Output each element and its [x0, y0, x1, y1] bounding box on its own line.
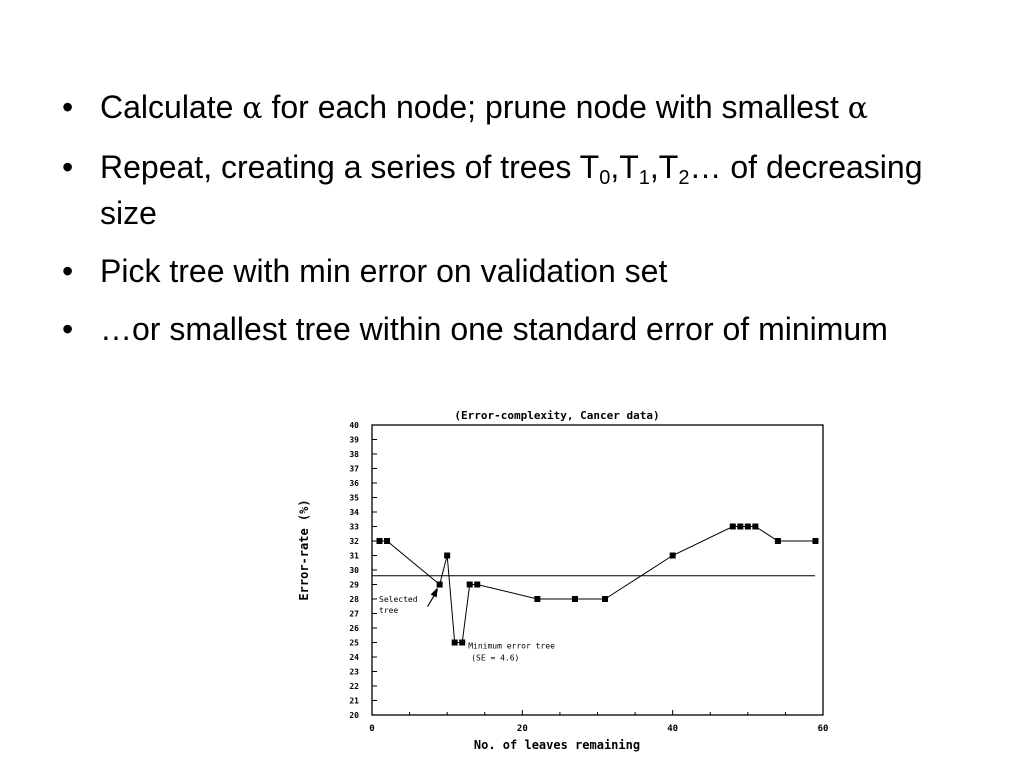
bullet-text: Repeat, creating a series of trees T — [100, 149, 600, 185]
data-point — [459, 640, 465, 646]
bullet-text: ,T — [610, 149, 639, 185]
y-tick-label: 27 — [349, 609, 359, 619]
y-tick-label: 25 — [349, 638, 359, 648]
data-point — [384, 538, 390, 544]
y-tick-label: 31 — [349, 551, 359, 561]
bullet-text: ,T — [649, 149, 679, 185]
alpha-symbol: α — [242, 91, 263, 126]
annotation-minimum-error-tree: Minimum error tree (SE = 4.6) — [468, 641, 555, 663]
y-tick-label: 30 — [349, 566, 359, 575]
bullet-text: …or smallest tree within one standard error of minimum — [100, 311, 888, 347]
data-point — [437, 582, 443, 588]
y-tick-label: 28 — [349, 595, 359, 604]
y-axis-ticks — [349, 421, 377, 720]
data-point — [602, 596, 608, 602]
y-tick-label: 37 — [349, 464, 359, 474]
data-point — [572, 596, 578, 602]
y-tick-label: 35 — [349, 493, 359, 503]
y-tick-label: 38 — [349, 450, 359, 459]
data-point — [730, 524, 736, 530]
x-axis-ticks — [369, 710, 828, 734]
y-tick-label: 32 — [349, 537, 359, 546]
data-point — [534, 596, 540, 602]
series-points — [377, 524, 819, 646]
bullet-text: Calculate — [100, 89, 243, 125]
y-tick-label: 40 — [349, 421, 359, 430]
x-tick-label: 40 — [667, 724, 679, 734]
bullet-text: … of decreasing size — [100, 149, 923, 231]
y-tick-label: 22 — [349, 682, 359, 691]
data-point — [444, 553, 450, 559]
bullet-text: for each node; prune node with smallest — [262, 89, 848, 125]
y-tick-label: 36 — [349, 479, 359, 488]
y-tick-label: 21 — [349, 696, 359, 706]
data-point — [745, 524, 751, 530]
bullet-text: Pick tree with min error on validation set — [100, 253, 668, 289]
y-tick-label: 39 — [349, 435, 359, 445]
x-tick-label: 0 — [369, 724, 375, 734]
data-point — [812, 538, 818, 544]
data-point — [752, 524, 758, 530]
data-point — [670, 553, 676, 559]
chart-plot-frame — [372, 425, 823, 715]
data-point — [775, 538, 781, 544]
y-tick-label: 23 — [349, 667, 359, 677]
y-tick-label: 26 — [349, 624, 359, 633]
y-tick-label: 24 — [349, 653, 359, 662]
x-tick-label: 60 — [817, 724, 829, 734]
subscript: 1 — [638, 167, 650, 189]
y-tick-label: 29 — [349, 580, 359, 590]
subscript: 0 — [599, 167, 611, 189]
series-line-group — [380, 527, 816, 643]
data-point — [467, 582, 473, 588]
y-tick-label: 33 — [349, 522, 359, 532]
x-tick-label: 20 — [516, 724, 528, 734]
data-point — [452, 640, 458, 646]
y-tick-label: 20 — [349, 711, 359, 720]
alpha-symbol: α — [847, 91, 869, 126]
data-point — [474, 582, 480, 588]
annotation-selected-tree: Selected tree — [379, 595, 418, 615]
data-point — [737, 524, 743, 530]
chart-y-axis-label: Error-rate (%) — [297, 499, 311, 601]
chart-title: (Error-complexity, Cancer data) — [454, 409, 660, 422]
chart-x-axis-label: No. of leaves remaining — [473, 738, 641, 752]
subscript: 2 — [678, 167, 690, 189]
annotations — [379, 588, 555, 663]
y-tick-label: 34 — [349, 508, 359, 517]
data-point — [377, 538, 383, 544]
series-line — [380, 527, 816, 643]
arrow-head — [431, 588, 438, 598]
